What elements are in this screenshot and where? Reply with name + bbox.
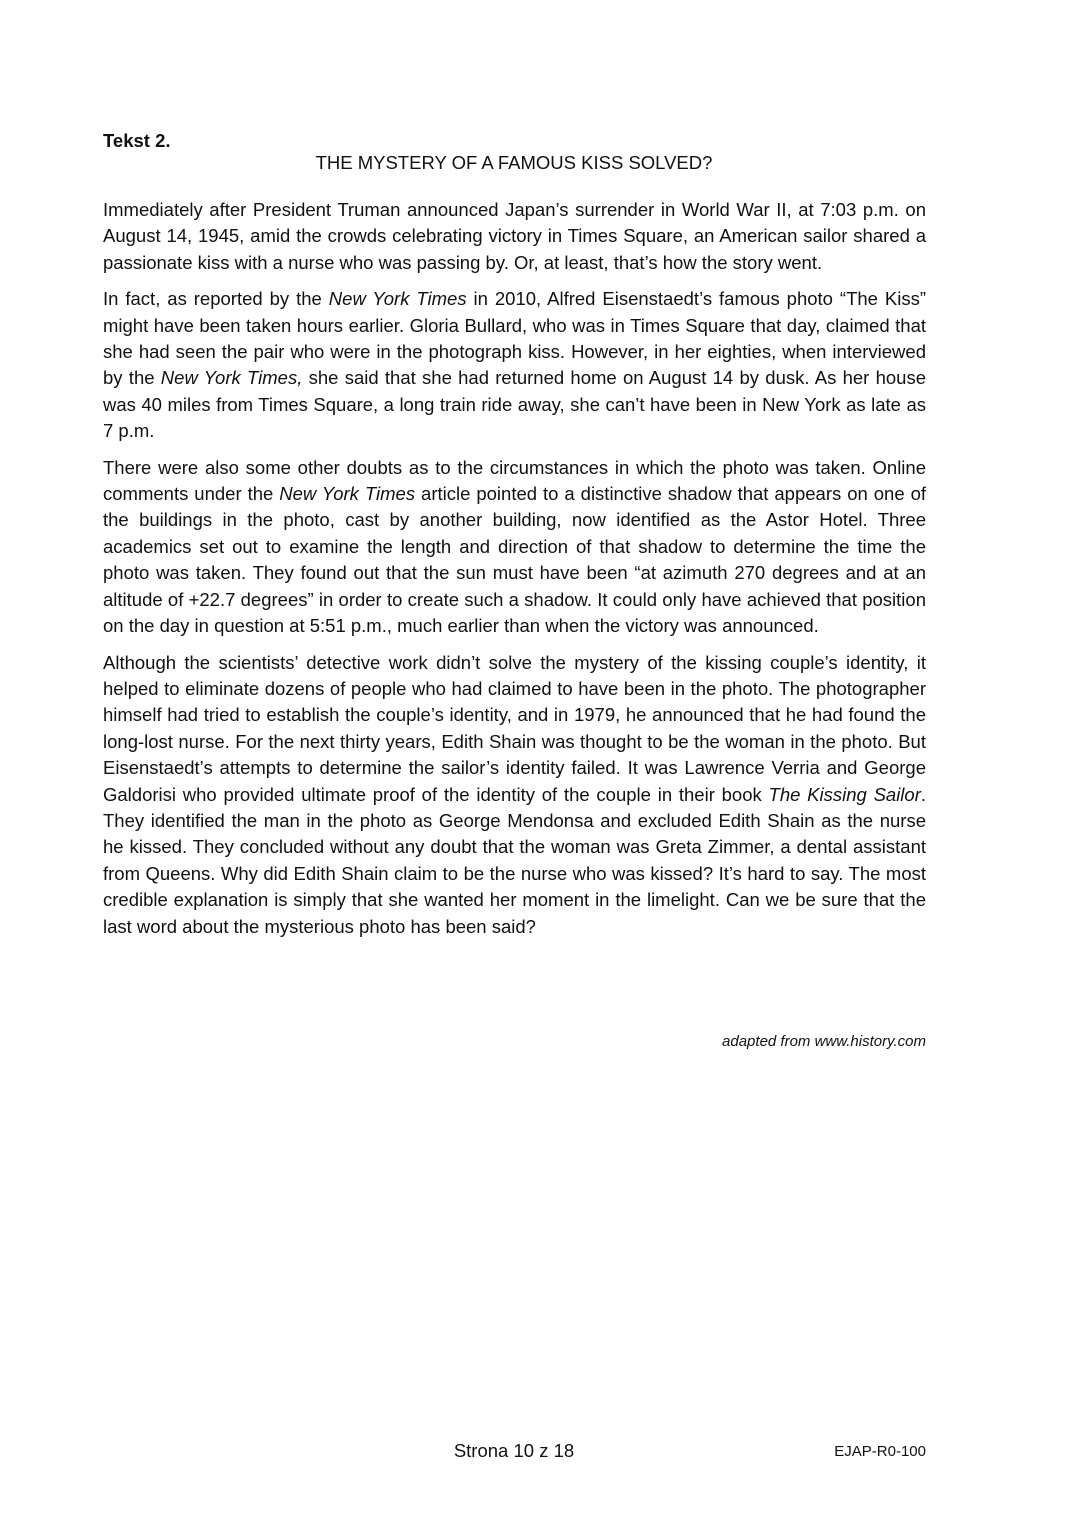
paragraph-text: There were also some other doubts as to the circumstances in which the photo was taken. Online comments under the (103, 456, 926, 505)
source-note: adapted from www.history.com (722, 1033, 926, 1050)
paragraph-text: she said that she had returned home on August 14 by dusk. As her house was 40 miles from Times Square, a long train ride away, she can’t have been in New York as late as 7 p.m. (103, 367, 927, 442)
paragraph-text: in 2010, Alfred Eisenstaedt’s famous photo “The Kiss” might have been taken hours earlier. Gloria Bullard, who was in Times Square that day, claimed that she had seen the pair who were in the photograph kiss. However, in her eighties, when interviewed by the (103, 288, 927, 389)
article-title: THE MYSTERY OF A FAMOUS KISS SOLVED? (315, 152, 713, 173)
italic-title: New York Times, (160, 367, 303, 389)
paragraph (103, 197, 926, 276)
italic-title: New York Times (279, 483, 416, 505)
paragraph-text: Immediately after President Truman announced Japan’s surrender in World War II, at 7:03 p.m. on August 14, 1945, amid the crowds celebrating victory in Times Square, an American sailor shared a passionate kiss with a nurse who was passing by. Or, at least, that’s how the story went. (103, 199, 926, 273)
paragraph-text: . They identified the man in the photo as George Mendonsa and excluded Edith Shain as the nurse he kissed. They concluded without any doubt that the woman was Greta Zimmer, a dental assistant from Queens. Why did Edith Shain claim to be the nurse who was kissed? It’s hard to say. The most credible explanation is simply that she wanted her moment in the limelight. Can we be sure that the last word about the mysterious photo has been said? (103, 783, 927, 937)
paragraph (103, 650, 926, 940)
italic-title: The Kissing Sailor (768, 783, 921, 805)
paragraph-text: In fact, as reported by the (103, 288, 329, 310)
paragraph-text: article pointed to a distinctive shadow that appears on one of the buildings in the photo, cast by another building, now identified as the Astor Hotel. Three academics set out to examine the length and direction of that shadow to determine the time the photo was taken. They found out that the sun must have been “at azimuth 270 degrees and at an altitude of +22.7 degrees” in order to create such a shadow. It could only have achieved that position on the day in question at 5:51 p.m., much earlier than when the victory was announced. (103, 483, 926, 637)
paragraph-text: Although the scientists’ detective work didn’t solve the mystery of the kissing couple’s identity, it helped to eliminate dozens of people who had claimed to have been in the photo. The photographer himself had tried to establish the couple’s identity, and in 1979, he announced that he had found the long-lost nurse. For the next thirty years, Edith Shain was thought to be the woman in the photo. But Eisenstaedt’s attempts to determine the sailor’s identity failed. It was Lawrence Verria and George Galdorisi who provided ultimate proof of the identity of the couple in their book (103, 651, 926, 805)
italic-title: New York Times (328, 288, 467, 310)
exam-code: EJAP-R0-100 (834, 1443, 926, 1460)
paragraph (103, 286, 926, 444)
page-number: Strona 10 z 18 (453, 1440, 575, 1461)
text-label: Tekst 2. (103, 130, 171, 151)
paragraph (103, 455, 926, 640)
article-body (103, 197, 926, 950)
